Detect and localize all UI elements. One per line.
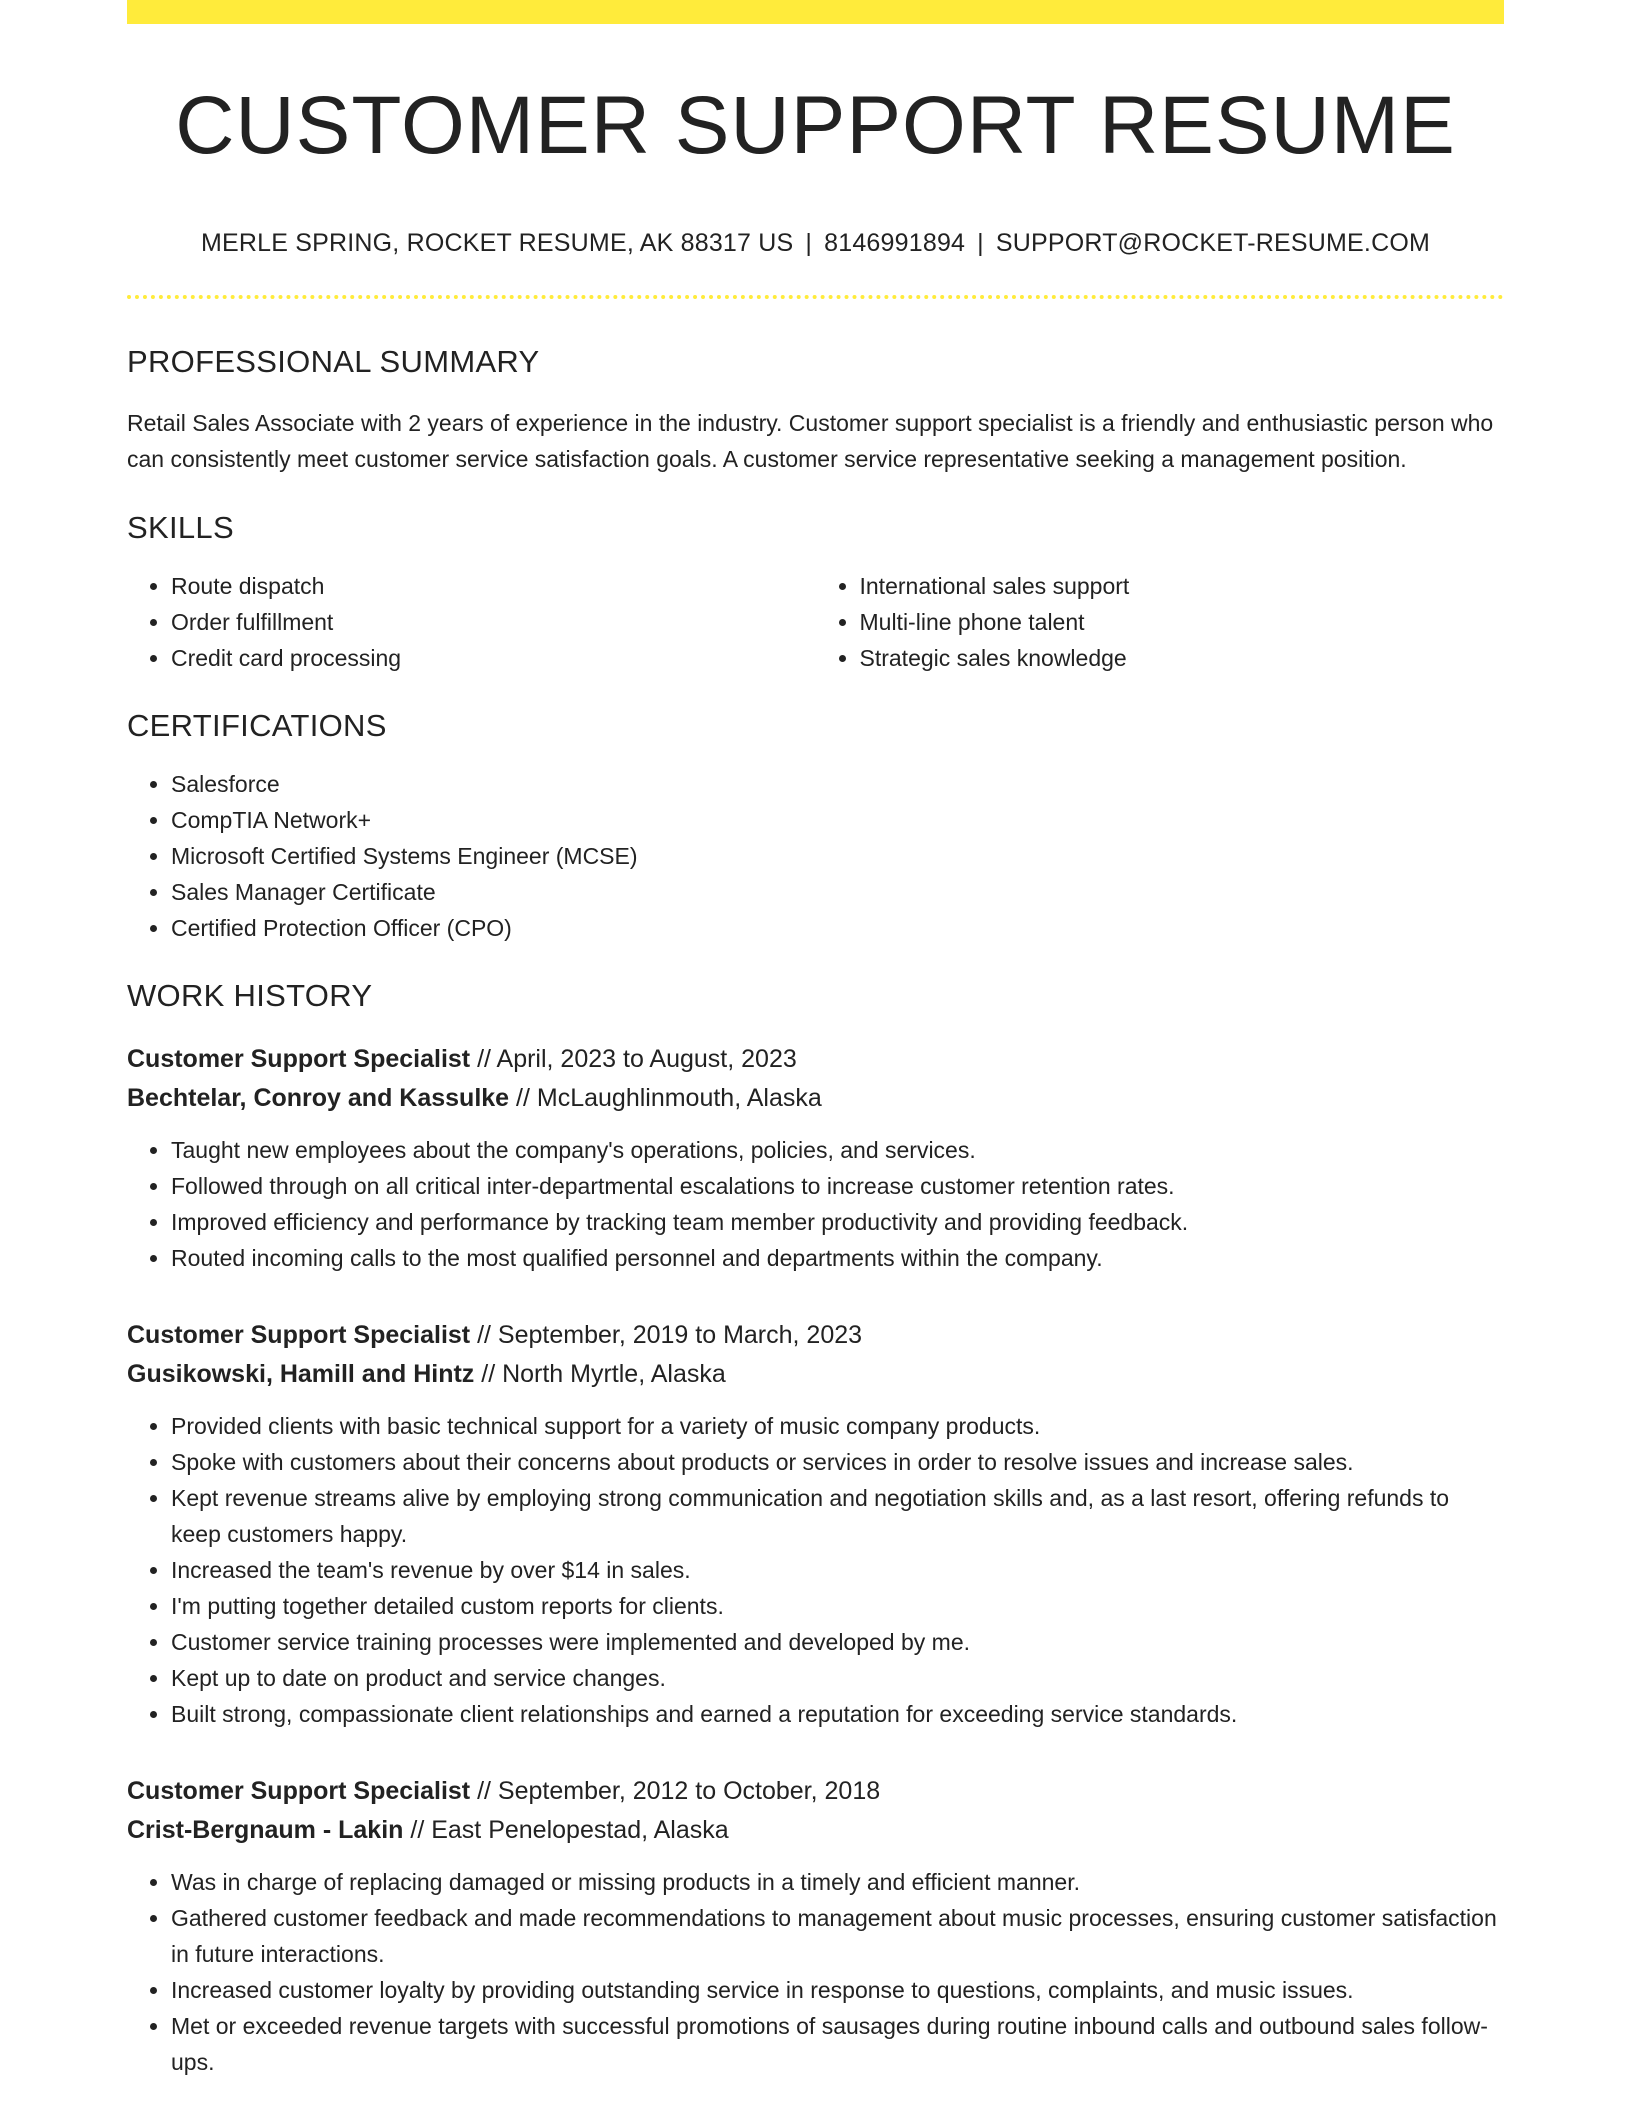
- list-item: • Certified Protection Officer (CPO): [171, 910, 1504, 946]
- job-dates: // April, 2023 to August, 2023: [470, 1045, 797, 1073]
- certifications-list: [127, 766, 1504, 946]
- job-title-line: [127, 1316, 1504, 1355]
- job-dates: // September, 2019 to March, 2023: [470, 1321, 863, 1349]
- certifications-heading: CERTIFICATIONS: [127, 708, 387, 743]
- job-role: Customer Support Specialist: [127, 1321, 471, 1349]
- job-company: Gusikowski, Hamill and Hintz: [127, 1360, 475, 1388]
- list-item: • Taught new employees about the company's operations, policies, and services.: [171, 1132, 1504, 1168]
- dotted-divider: [127, 295, 1504, 299]
- accent-bar: [127, 0, 1504, 24]
- job-company-line: [127, 1079, 1504, 1118]
- list-item: • Multi-line phone talent: [860, 604, 1505, 640]
- contact-address: MERLE SPRING, ROCKET RESUME, AK 88317 US: [200, 229, 794, 257]
- contact-separator: |: [805, 229, 813, 257]
- job-company: Bechtelar, Conroy and Kassulke: [127, 1084, 510, 1112]
- skills-list-right: [816, 568, 1505, 676]
- contact-separator: |: [977, 229, 984, 257]
- list-item: • Customer service training processes were implemented and developed by me.: [171, 1624, 1504, 1660]
- job-company-line: [127, 1355, 1504, 1394]
- job-location: // East Penelopestad, Alaska: [403, 1816, 729, 1844]
- contact-line: [127, 229, 1504, 258]
- list-item: • International sales support: [860, 568, 1505, 604]
- list-item: • Increased customer loyalty by providing outstanding service in response to questions, complaints, and music issues.: [171, 1972, 1504, 2008]
- list-item: • Microsoft Certified Systems Engineer (MCSE): [171, 838, 1504, 874]
- list-item: • Salesforce: [171, 766, 1504, 802]
- list-item: • Was in charge of replacing damaged or missing products in a timely and efficient manner.: [171, 1864, 1504, 1900]
- job-location: // McLaughlinmouth, Alaska: [509, 1084, 822, 1112]
- list-item: • Built strong, compassionate client relationships and earned a reputation for exceeding service standards.: [171, 1696, 1504, 1732]
- job-title-line: [127, 1040, 1504, 1079]
- resume-page: [127, 0, 1504, 2080]
- work-history-heading: WORK HISTORY: [127, 978, 373, 1013]
- list-item: • Followed through on all critical inter-departmental escalations to increase customer retention rates.: [171, 1168, 1504, 1204]
- list-item: • Route dispatch: [171, 568, 816, 604]
- contact-email: SUPPORT@ROCKET-RESUME.COM: [995, 229, 1431, 257]
- job-dates: // September, 2012 to October, 2018: [470, 1777, 881, 1805]
- job-entry: [127, 1316, 1504, 1732]
- list-item: • Strategic sales knowledge: [860, 640, 1505, 676]
- job-bullets: [127, 1864, 1504, 2080]
- summary-heading: PROFESSIONAL SUMMARY: [127, 344, 540, 379]
- list-item: • Credit card processing: [171, 640, 816, 676]
- job-company-line: [127, 1811, 1504, 1850]
- job-entry: [127, 1040, 1504, 1276]
- list-item: • Provided clients with basic technical support for a variety of music company products.: [171, 1408, 1504, 1444]
- list-item: • Sales Manager Certificate: [171, 874, 1504, 910]
- job-title-line: [127, 1772, 1504, 1811]
- job-company: Crist-Bergnaum - Lakin: [127, 1816, 404, 1844]
- skills-heading: SKILLS: [127, 510, 234, 545]
- list-item: • Increased the team's revenue by over $14 in sales.: [171, 1552, 1504, 1588]
- list-item: • Kept revenue streams alive by employing strong communication and negotiation skills and, as a last resort, offering refunds to keep customers happy.: [171, 1480, 1504, 1552]
- page-title: CUSTOMER SUPPORT RESUME: [175, 80, 1456, 171]
- summary-text: Retail Sales Associate with 2 years of experience in the industry. Customer support specialist is a friendly and enthusiastic person who can consistently meet customer service satisfaction goals. A customer service representative seeking a management position.: [127, 410, 1494, 472]
- list-item: • Routed incoming calls to the most qualified personnel and departments within the company.: [171, 1240, 1504, 1276]
- job-role: Customer Support Specialist: [127, 1777, 471, 1805]
- job-entry: [127, 1772, 1504, 2080]
- list-item: • Gathered customer feedback and made recommendations to management about music processes, ensuring customer satisfaction in future interactions.: [171, 1900, 1504, 1972]
- skills-columns: [127, 568, 1504, 676]
- job-location: // North Myrtle, Alaska: [474, 1360, 726, 1388]
- job-bullets: [127, 1132, 1504, 1276]
- list-item: • Improved efficiency and performance by tracking team member productivity and providing feedback.: [171, 1204, 1504, 1240]
- list-item: • CompTIA Network+: [171, 802, 1504, 838]
- list-item: • Order fulfillment: [171, 604, 816, 640]
- contact-phone: 8146991894: [824, 229, 966, 257]
- job-bullets: [127, 1408, 1504, 1732]
- list-item: • Met or exceeded revenue targets with successful promotions of sausages during routine inbound calls and outbound sales follow-ups.: [171, 2008, 1504, 2080]
- list-item: • Spoke with customers about their concerns about products or services in order to resolve issues and increase sales.: [171, 1444, 1504, 1480]
- list-item: • I'm putting together detailed custom reports for clients.: [171, 1588, 1504, 1624]
- job-role: Customer Support Specialist: [127, 1045, 471, 1073]
- skills-list-left: [127, 568, 816, 676]
- list-item: • Kept up to date on product and service changes.: [171, 1660, 1504, 1696]
